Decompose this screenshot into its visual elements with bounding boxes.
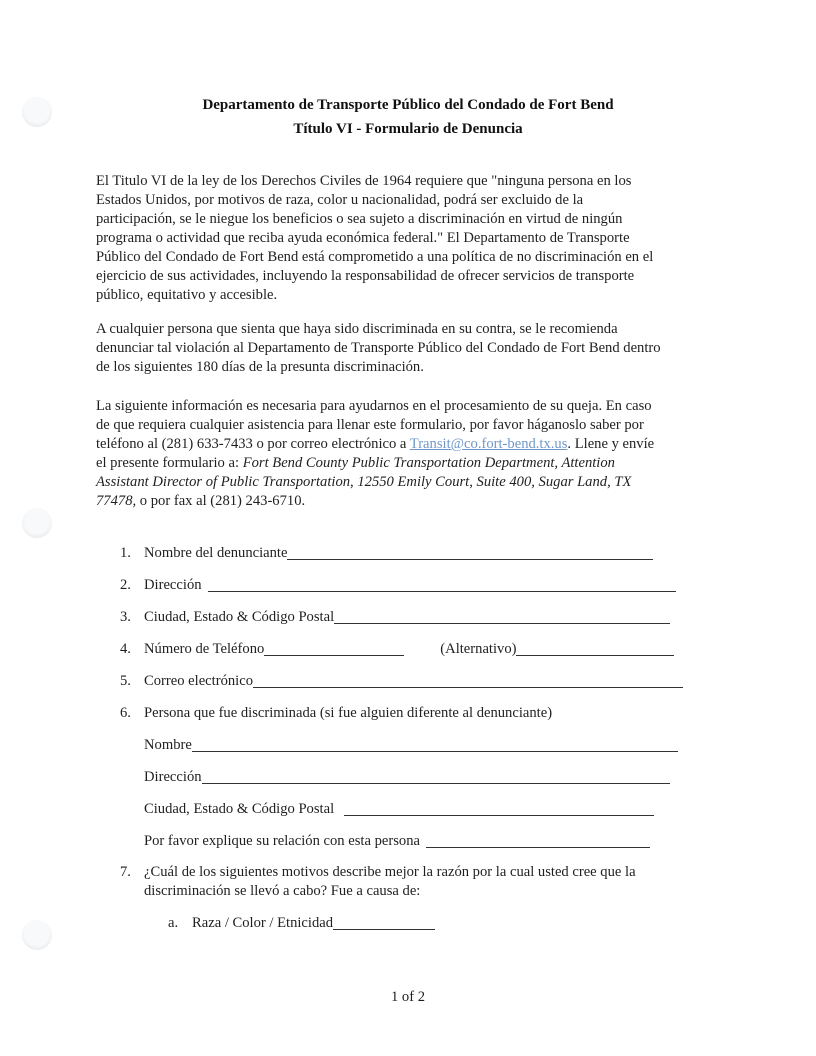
recommendation-line: A cualquier persona que sienta que haya sido discriminada en su contra, se le recomienda (96, 321, 618, 337)
field-label: Ciudad, Estado & Código Postal (144, 609, 335, 625)
intro-line: Estados Unidos, por motivos de raza, color u nacionalidad, podrá ser excluido de la (96, 192, 584, 208)
instructions-line (96, 492, 716, 511)
punch-hole-middle (22, 508, 52, 538)
field-email (120, 673, 683, 690)
option-letter: a. (168, 915, 179, 931)
address-input[interactable] (208, 577, 676, 592)
recommendation-line: denunciar tal violación al Departamento de Transporte Público del Condado de Fort Bend dentro (96, 340, 661, 356)
recommendation-line: de los siguientes 180 días de la presunta discriminación. (96, 359, 424, 375)
intro-line: ejercicio de sus actividades, incluyendo la responsabilidad de ofrecer servicios de transporte (96, 268, 635, 284)
intro-line: Público del Condado de Fort Bend está comprometido a una política de no discriminación en el (96, 249, 654, 265)
field-person-city-state-zip (144, 801, 654, 818)
item-number: 5. (120, 673, 131, 689)
city-state-zip-input[interactable] (334, 609, 670, 624)
field-complainant-name (120, 545, 653, 562)
instructions-line (96, 435, 716, 454)
field-label: Nombre (144, 737, 192, 753)
option-label: Raza / Color / Etnicidad (192, 915, 334, 931)
phone-input[interactable] (264, 641, 404, 656)
field-label: Ciudad, Estado & Código Postal (144, 801, 335, 817)
item-number: 6. (120, 705, 131, 721)
intro-line: público, equitativo y accesible. (96, 287, 278, 303)
instructions-text: teléfono al (281) 633-7433 o por correo electrónico a (96, 436, 410, 452)
item-number: 7. (120, 864, 131, 880)
field-label: Persona que fue discriminada (si fue alguien diferente al denunciante) (144, 705, 553, 721)
page-title: Departamento de Transporte Público del Condado de Fort Bend (202, 97, 614, 113)
instructions-line (96, 454, 716, 473)
mailing-address: Fort Bend County Public Transportation Department, Attention (242, 455, 615, 471)
person-name-input[interactable] (192, 737, 678, 752)
field-label: Correo electrónico (144, 673, 253, 689)
fax-text: o por fax al (281) 243-6710. (136, 493, 306, 509)
complainant-name-input[interactable] (287, 545, 653, 560)
field-label: Dirección (144, 577, 202, 593)
field-option-race (168, 915, 435, 932)
field-person-name (144, 737, 678, 754)
item-number: 3. (120, 609, 131, 625)
alt-phone-label: (Alternativo) (440, 641, 517, 657)
field-label: Por favor explique su relación con esta persona (144, 833, 420, 849)
question-text: discriminación se llevó a cabo? Fue a causa de: (144, 883, 421, 899)
race-color-ethnicity-input[interactable] (333, 915, 435, 930)
email-link[interactable]: Transit@co.fort-bend.tx.us (409, 436, 568, 452)
instructions-paragraph (96, 397, 716, 511)
page-number: 1 of 2 (390, 989, 426, 1005)
intro-line: participación, se le niegue los beneficios o sea sujeto a discriminación en virtud de ningún (96, 211, 623, 227)
instructions-line: de que requiera cualquier asistencia para llenar este formulario, por favor háganoslo saber por (96, 417, 644, 433)
relationship-input[interactable] (426, 833, 650, 848)
person-city-state-zip-input[interactable] (344, 801, 654, 816)
person-address-input[interactable] (202, 769, 670, 784)
field-relationship (144, 833, 650, 850)
instructions-text: . Llene y envíe (567, 436, 655, 452)
field-label: Dirección (144, 769, 202, 785)
item-number: 1. (120, 545, 131, 561)
field-address (120, 577, 676, 594)
field-label: Nombre del denunciante (144, 545, 288, 561)
item-number: 2. (120, 577, 131, 593)
email-input[interactable] (253, 673, 683, 688)
page-subtitle: Título VI - Formulario de Denuncia (293, 121, 523, 137)
field-discrimination-reason (120, 863, 636, 901)
field-person-discriminated (120, 705, 552, 722)
punch-hole-bottom (22, 920, 52, 950)
mailing-zip: 77478, (96, 493, 137, 509)
item-number: 4. (120, 641, 131, 657)
recommendation-paragraph (96, 320, 716, 377)
mailing-address: Assistant Director of Public Transportation, 12550 Emily Court, Suite 400, Sugar Land, TX (96, 474, 632, 490)
field-city-state-zip (120, 609, 670, 626)
alt-phone-input[interactable] (516, 641, 674, 656)
instructions-text: el presente formulario a: (96, 455, 243, 471)
intro-paragraph (96, 172, 716, 305)
field-label: Número de Teléfono (144, 641, 265, 657)
question-text: ¿Cuál de los siguientes motivos describe mejor la razón por la cual usted cree que la (144, 864, 636, 880)
field-person-address (144, 769, 670, 786)
intro-line: programa o actividad que reciba ayuda económica federal." El Departamento de Transporte (96, 230, 630, 246)
intro-line: El Titulo VI de la ley de los Derechos Civiles de 1964 requiere que "ninguna persona en los (96, 173, 632, 189)
field-phone (120, 641, 674, 658)
instructions-line: La siguiente información es necesaria para ayudarnos en el procesamiento de su queja. En caso (96, 398, 652, 414)
